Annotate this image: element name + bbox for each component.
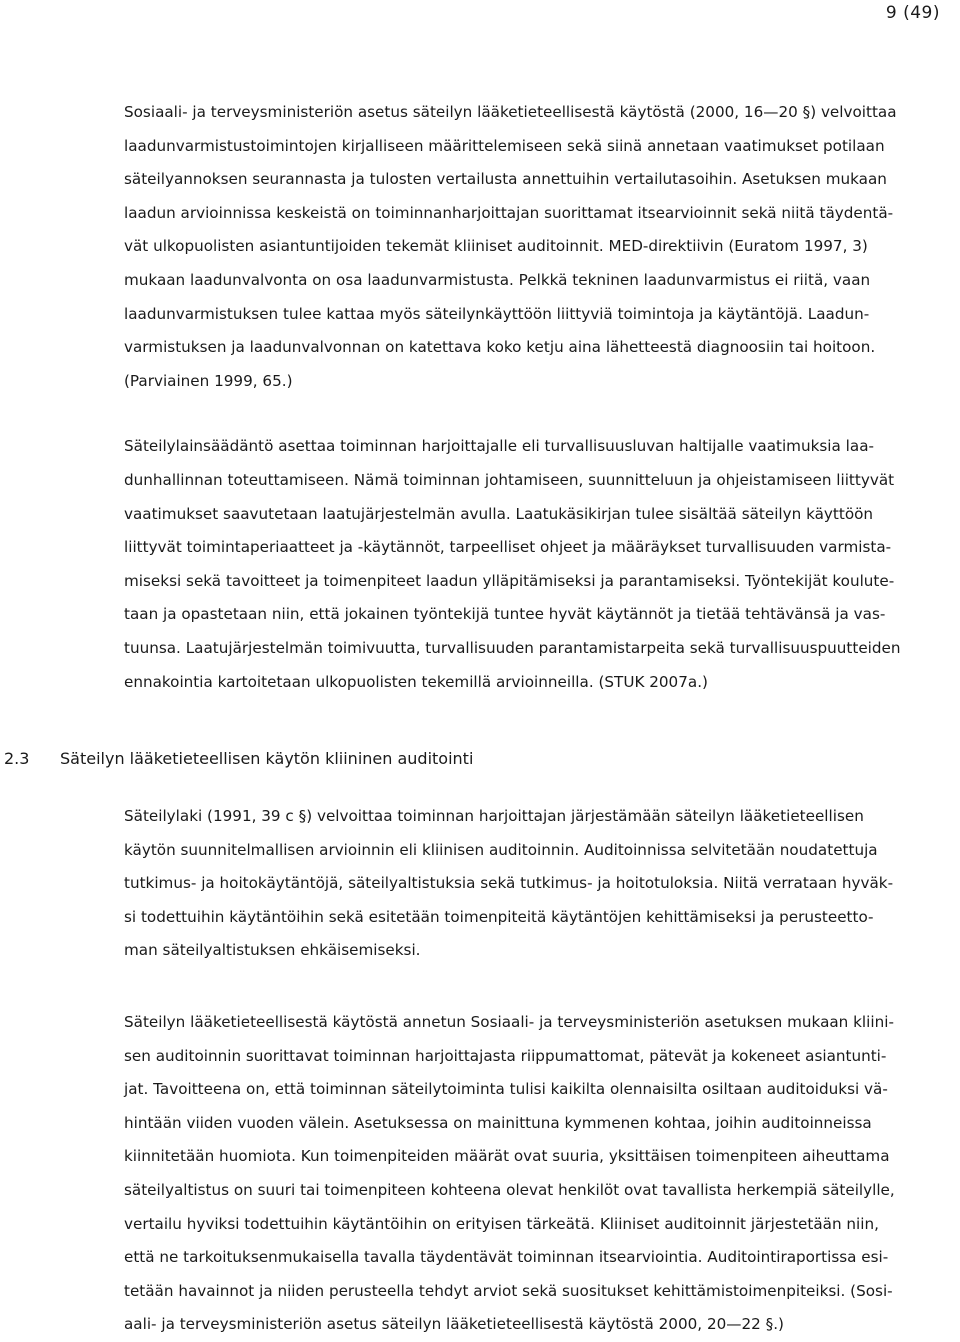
paragraph-2: [124, 430, 936, 699]
text-line: säteilyannoksen seurannasta ja tulosten vertailusta annettuihin vertailutasoihin. Asetuksen mukaan: [124, 170, 887, 189]
paragraph-3: [124, 800, 936, 968]
text-line: miseksi sekä tavoitteet ja toimenpiteet laadun ylläpitämiseksi ja parantamiseksi. Työntekijät koulute-: [124, 571, 895, 590]
text-line: hintään viiden vuoden välein. Asetuksessa on mainittuna kymmenen kohtaa, joihin auditoinneissa: [124, 1113, 872, 1132]
text-line: liittyvät toimintaperiaatteet ja -käytännöt, tarpeelliset ohjeet ja määräykset turvallisuuden varmista-: [124, 538, 892, 557]
text-line: Säteilyn lääketieteellisestä käytöstä annetun Sosiaali- ja terveysministeriön asetuksen mukaan kliini-: [124, 1013, 894, 1031]
text-line: Säteilylainsäädäntö asettaa toiminnan harjoittajalle eli turvallisuusluvan haltijalle vaatimuksia laa-: [124, 437, 874, 456]
body-text-top: [124, 96, 936, 699]
text-line: käytön suunnitelmallisen arvioinnin eli kliinisen auditoinnin. Auditoinnissa selvitetään noudatettuja: [124, 840, 878, 859]
text-line: tutkimus- ja hoitokäytäntöjä, säteilyaltistuksia sekä tutkimus- ja hoitotuloksia. Niitä verrataan hyväk-: [124, 874, 894, 893]
text-line: vertailu hyviksi todettuihin käytäntöihin on erityisen tärkeätä. Kliiniset auditoinnit järjestetään niin,: [124, 1214, 879, 1233]
text-line: si todettuihin käytäntöihin sekä esitetään toimenpiteitä käytäntöjen kehittämiseksi ja perusteetto-: [124, 907, 874, 926]
section-number: 2.3: [4, 749, 30, 768]
text-line: jat. Tavoitteena on, että toiminnan säteilytoiminta tulisi kaikilta olennaisilta osiltaan auditoiduksi vä-: [124, 1080, 888, 1099]
text-line: kiinnitetään huomiota. Kun toimenpiteiden määrät ovat suuria, yksittäisen toimenpiteen aiheuttama: [124, 1147, 890, 1166]
text-line: dunhallinnan toteuttamiseen. Nämä toiminnan johtamiseen, suunnitteluun ja ohjeistamiseen liittyvät: [124, 470, 895, 489]
text-line: Säteilylaki (1991, 39 c §) velvoittaa toiminnan harjoittajan järjestämään säteilyn lääketieteellisen: [124, 807, 864, 825]
page-number: 9 (49): [885, 3, 940, 23]
body-text-middle: [124, 800, 936, 968]
text-line: laadun arvioinnissa keskeistä on toiminnanharjoittajan suorittamat itsearvioinnit sekä niitä täydentä-: [124, 203, 894, 222]
text-line: varmistuksen ja laadunvalvonnan on katettava koko ketju aina lähetteestä diagnoosiin tai hoitoon.: [124, 338, 876, 357]
text-line: tuunsa. Laatujärjestelmän toimivuutta, turvallisuuden parantamistarpeita sekä turvallisuuspuutteiden: [124, 638, 901, 657]
section-heading: [0, 744, 940, 774]
text-line: että ne tarkoituksenmukaisella tavalla täydentävät toiminnan itsearviointia. Auditointiraportissa esi-: [124, 1248, 889, 1267]
text-line: (Parviainen 1999, 65.): [124, 371, 293, 390]
paragraph-4: [124, 1006, 936, 1342]
text-line: mukaan laadunvalvonta on osa laadunvarmistusta. Pelkkä tekninen laadunvarmistus ei riitä, vaan: [124, 270, 871, 289]
paragraph-1: [124, 96, 936, 398]
text-line: man säteilyaltistuksen ehkäisemiseksi.: [124, 941, 421, 960]
text-line: laadunvarmistuksen tulee kattaa myös säteilynkäyttöön liittyviä toimintoja ja käytäntöjä. Laadun-: [124, 304, 870, 323]
text-line: vät ulkopuolisten asiantuntijoiden tekemät kliiniset auditoinnit. MED-direktiivin (Euratom 1997, 3): [124, 237, 868, 256]
text-line: Sosiaali- ja terveysministeriön asetus säteilyn lääketieteellisestä käytöstä (2000, 16—20 §) velvoittaa: [124, 103, 897, 121]
text-line: säteilyaltistus on suuri tai toimenpiteen kohteena olevat henkilöt ovat tavallista herkempiä säteilylle,: [124, 1180, 895, 1199]
text-line: sen auditoinnin suorittavat toiminnan harjoittajasta riippumattomat, pätevät ja kokeneet asiantunti-: [124, 1046, 887, 1065]
section-title: Säteilyn lääketieteellisen käytön kliininen auditointi: [60, 749, 474, 768]
text-line: tetään havainnot ja niiden perusteella tehdyt arviot sekä suositukset kehittämistoimenpiteiksi. (Sosi-: [124, 1281, 893, 1300]
text-line: vaatimukset saavutetaan laatujärjestelmän avulla. Laatukäsikirjan tulee sisältää säteilyn käyttöön: [124, 504, 874, 523]
text-line: ennakointia kartoitetaan ulkopuolisten tekemillä arvioinneilla. (STUK 2007a.): [124, 672, 708, 691]
text-line: laadunvarmistustoimintojen kirjalliseen määrittelemiseen sekä siinä annetaan vaatimukset potilaan: [124, 136, 885, 155]
text-line: aali- ja terveysministeriön asetus säteilyn lääketieteellisestä käytöstä 2000, 20—22 §.): [124, 1315, 784, 1334]
text-line: taan ja opastetaan niin, että jokainen työntekijä tuntee hyvät käytännöt ja tietää tehtävänsä ja vas-: [124, 605, 886, 624]
body-text-bottom: [124, 1006, 936, 1342]
